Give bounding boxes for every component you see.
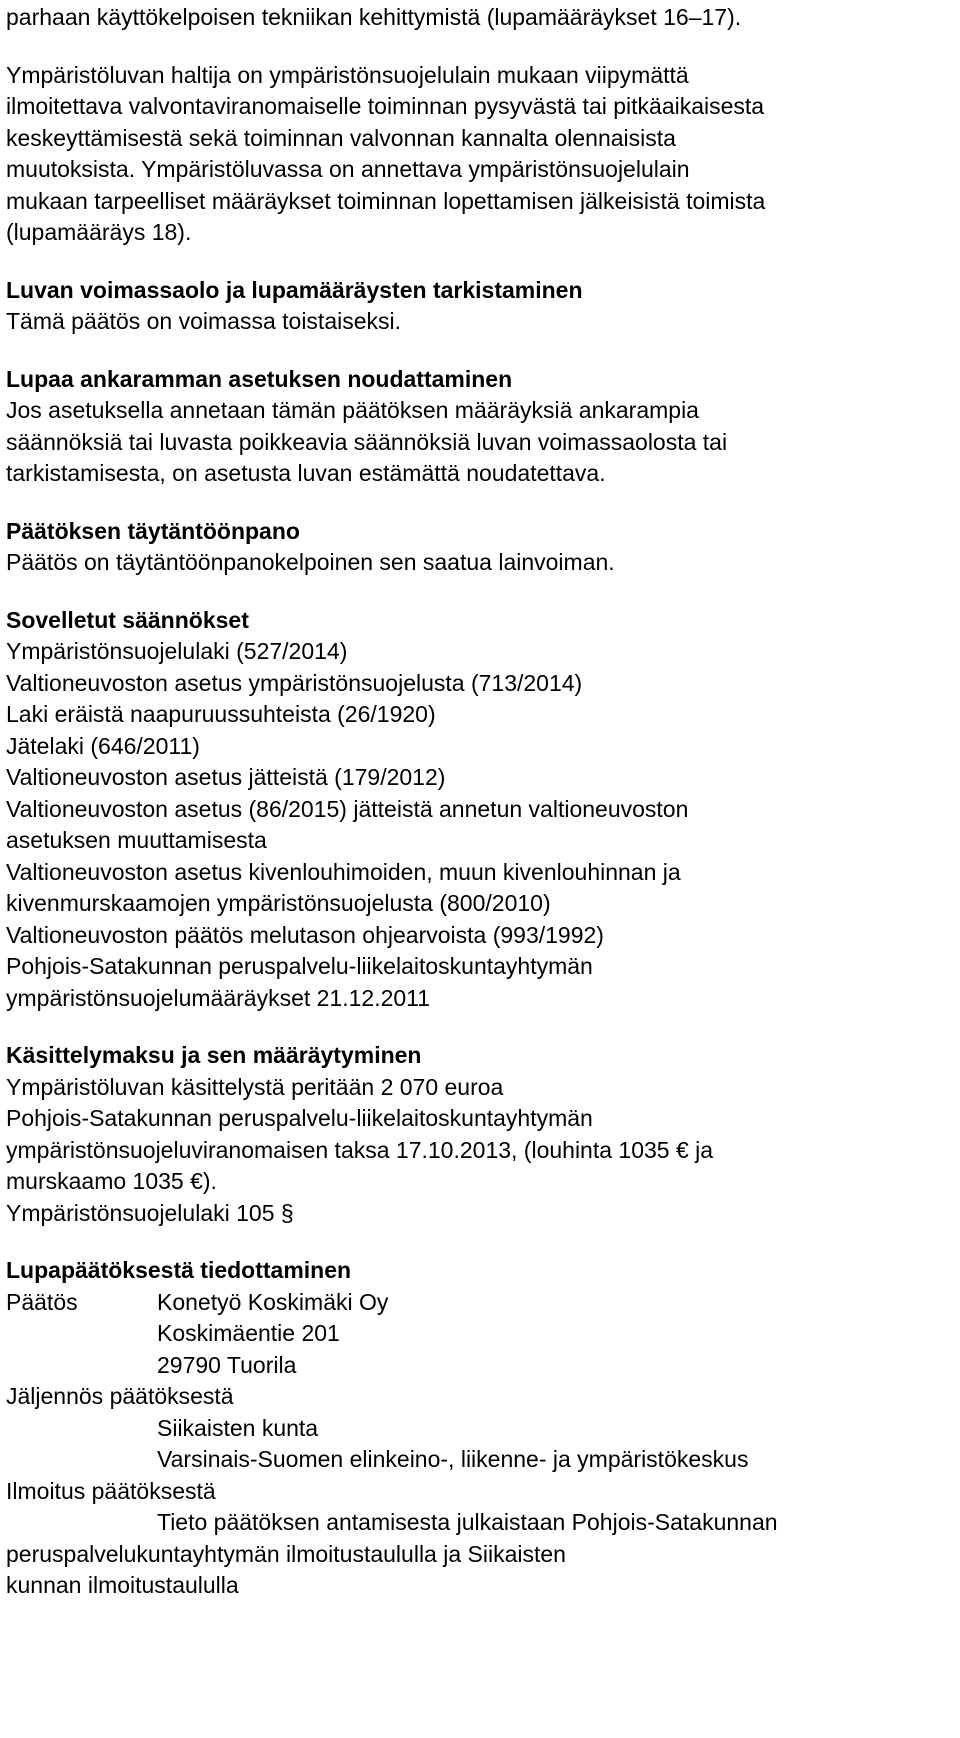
section-heading: Luvan voimassaolo ja lupamääräysten tarkistaminen (6, 276, 583, 303)
text-line: säännöksiä tai luvasta poikkeavia säännöksiä luvan voimassaolosta tai (6, 428, 728, 455)
text-line: Ympäristöluvan käsittelystä peritään 2 070 euroa (6, 1073, 504, 1100)
text-line: muutoksista. Ympäristöluvassa on annettava ympäristönsuojelulain (6, 156, 690, 182)
text-line: Tämä päätös on voimassa toistaiseksi. (6, 308, 402, 334)
section-stricter-decree (6, 364, 960, 490)
text-line: ilmoitettava valvontaviranomaiselle toiminnan pysyvästä tai pitkäaikaisesta (6, 93, 765, 119)
section-enforcement (6, 516, 960, 579)
section-notification (6, 1255, 960, 1602)
announcement-label: Ilmoitus päätöksestä (6, 1477, 216, 1504)
text-line: Ympäristöluvan haltija on ympäristönsuojelulain mukaan viipymättä (6, 61, 689, 88)
regulation-item: Jätelaki (646/2011) (6, 732, 200, 759)
text-line: tarkistamisesta, on asetusta luvan estämättä noudatettava. (6, 460, 606, 486)
text-line: murskaamo 1035 €). (6, 1168, 217, 1194)
decision-row (6, 1287, 960, 1319)
regulation-item: Valtioneuvoston asetus ympäristönsuojelusta (713/2014) (6, 669, 583, 696)
decision-label: Päätös (6, 1288, 78, 1315)
section-regulations (6, 605, 960, 1015)
regulation-item: ympäristönsuojelumääräykset 21.12.2011 (6, 984, 431, 1011)
regulation-item: Valtioneuvoston päätös melutason ohjearvoista (993/1992) (6, 921, 604, 948)
regulation-item: Valtioneuvoston asetus (86/2015) jätteistä annetun valtioneuvoston (6, 795, 689, 822)
announcement-text: kunnan ilmoitustaululla (6, 1572, 239, 1598)
section-heading: Sovelletut säännökset (6, 606, 249, 633)
regulation-item: kivenmurskaamojen ympäristönsuojelusta (800/2010) (6, 890, 551, 916)
recipient-address: Koskimäentie 201 (157, 1320, 340, 1346)
regulation-item: Valtioneuvoston asetus jätteistä (179/2012) (6, 764, 446, 790)
text-line: (lupamääräys 18). (6, 219, 192, 245)
section-heading: Lupapäätöksestä tiedottaminen (6, 1257, 352, 1283)
announcement-text: Tieto päätöksen antamisesta julkaistaan Pohjois-Satakunnan (157, 1509, 778, 1535)
copy-recipient: Varsinais-Suomen elinkeino-, liikenne- ja ympäristökeskus (157, 1446, 749, 1472)
text-line: keskeyttämisestä sekä toiminnan valvonnan kannalta olennaisista (6, 124, 676, 151)
text-line: ympäristönsuojeluviranomaisen taksa 17.10.2013, (louhinta 1035 € ja (6, 1136, 714, 1163)
regulation-item: Ympäristönsuojelulaki (527/2014) (6, 638, 348, 664)
text-line: Jos asetuksella annetaan tämän päätöksen määräyksiä ankarampia (6, 397, 699, 423)
section-heading: Päätöksen täytäntöönpano (6, 517, 300, 544)
recipient-name: Konetyö Koskimäki Oy (157, 1288, 389, 1315)
text-line: Pohjois-Satakunnan peruspalvelu-liikelaitoskuntayhtymän (6, 1105, 593, 1131)
recipient-postal: 29790 Tuorila (157, 1351, 297, 1378)
announcement-text: peruspalvelukuntayhtymän ilmoitustaululla ja Siikaisten (6, 1540, 566, 1567)
regulation-item: Valtioneuvoston asetus kivenlouhimoiden, muun kivenlouhinnan ja (6, 858, 681, 885)
section-heading: Lupaa ankaramman asetuksen noudattaminen (6, 365, 513, 392)
copy-label: Jäljennös päätöksestä (6, 1383, 234, 1409)
text-line: Ympäristönsuojelulaki 105 § (6, 1199, 294, 1226)
regulation-item: Laki eräistä naapuruussuhteista (26/1920) (6, 701, 436, 727)
text-line: Päätös on täytäntöönpanokelpoinen sen saatua lainvoiman. (6, 549, 615, 575)
paragraph-permit-holder (6, 60, 960, 249)
regulation-item: Pohjois-Satakunnan peruspalvelu-liikelaitoskuntayhtymän (6, 953, 593, 979)
text-line: mukaan tarpeelliset määräykset toiminnan lopettamisen jälkeisistä toimista (6, 187, 766, 214)
section-validity (6, 275, 960, 338)
copy-recipient: Siikaisten kunta (157, 1414, 319, 1441)
regulation-item: asetuksen muuttamisesta (6, 827, 267, 853)
section-processing-fee (6, 1040, 960, 1229)
paragraph-top: parhaan käyttökelpoisen tekniikan kehittymistä (lupamääräykset 16–17). (6, 4, 742, 30)
section-heading: Käsittelymaksu ja sen määräytyminen (6, 1042, 422, 1068)
